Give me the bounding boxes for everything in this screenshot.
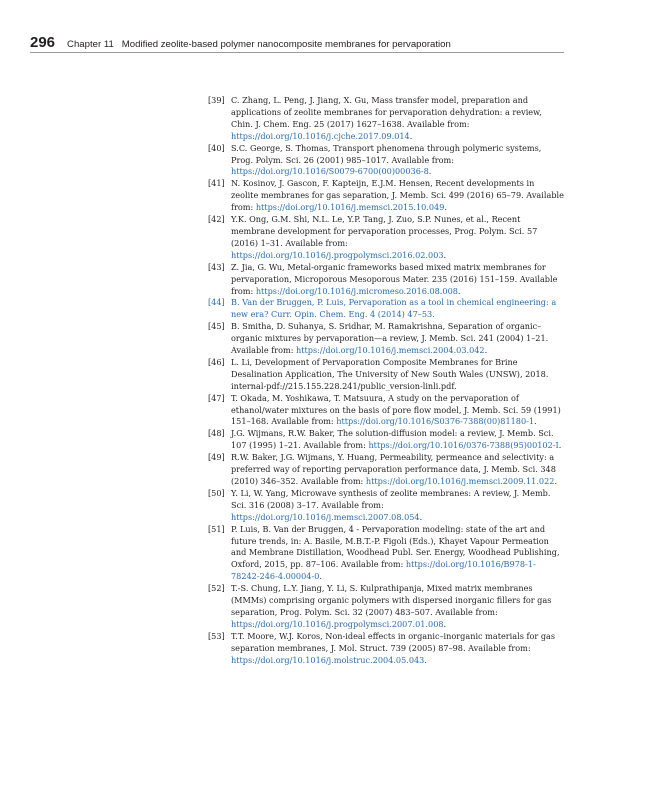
header-rule [30,52,564,53]
reference-item: [49] R.W. Baker, J.G. Wijmans, Y. Huang, Permeability, permeance and selectivity: a preferred way of reporting pervaporation performance data, J. Memb. Sci. 348 (2010) 346–352. Available from: https://doi.org/10.1016/j.memsci.2009.11.022. [208,452,558,486]
reference-text: R.W. Baker, J.G. Wijmans, Y. Huang, Permeability, permeance and selectivity: a preferred way of reporting pervaporation performance data, J. Memb. Sci. 348 (2010) 346–352. Available from: [231,452,556,486]
reference-doi-link[interactable]: https://doi.org/10.1016/0376-7388(95)00102-I [368,440,559,451]
reference-item: [41] N. Kosinov, J. Gascon, F. Kapteijn, E.J.M. Hensen, Recent developments in zeolite membranes for gas separation, J. Memb. Sci. 499 (2016) 65–79. Available from: https://doi.org/10.1016/j.memsci.2015.10.049. [208,178,564,213]
reference-number: [47] [208,392,225,403]
reference-number: [48] [208,428,225,439]
reference-number: [39] [208,95,225,105]
reference-doi-link[interactable]: https://doi.org/10.1016/j.memsci.2004.03.042 [296,345,485,356]
reference-item: [47] T. Okada, M. Yoshikawa, T. Matsuura, A study on the pervaporation of ethanol/water mixtures on the basis of pore flow model, J. Memb. Sci. 59 (1991) 151–168. Available from: https://doi.org/10.1016/S0376-7388(00)81180-1. [208,392,561,427]
reference-item[interactable] [208,297,564,321]
reference-item [208,357,564,393]
reference-text: T. Okada, M. Yoshikawa, T. Matsuura, A study on the pervaporation of ethanol/water mixtures on the basis of pore flow model, J. Memb. Sci. 59 (1991) 151–168. Available from: [231,392,561,427]
reference-list [208,95,564,667]
reference-number: [53] [208,630,225,641]
reference-number: [46] [208,356,225,367]
reference-doi-link[interactable]: https://doi.org/10.1016/j.progpolymsci.2007.01.008 [231,618,444,629]
reference-number: [43] [208,261,225,272]
reference-doi-link[interactable]: https://doi.org/10.1016/j.memsci.2009.11.022 [365,476,555,486]
running-header [30,34,564,51]
reference-text: P. Luis, B. Van der Bruggen, 4 - Pervaporation modeling: state of the art and future trends, in: A. Basile, M.B.T.-P. Figoli (Eds.), Khayet Vapour Permeation and Membrane Distillation, Woodhead Publ. Ser. Energy, Woodhead Publishing, Oxford, 2015, pp. 87–106. Available from: [231,523,560,570]
reference-text: S.C. George, S. Thomas, Transport phenomena through polymeric systems, Prog. Polym. Sci. 26 (2001) 985–1017. Available from: [231,142,542,165]
reference-doi-link[interactable]: https://doi.org/10.1016/j.memsci.2007.08.054 [231,511,420,522]
reference-text: L. Li, Development of Pervaporation Composite Membranes for Brine Desalination Application, The University of New South Wales (UNSW), 2018. internal-pdf://215.155.228.241/public_version-linli.pdf. [231,356,549,391]
reference-text: B. Smitha, D. Suhanya, S. Sridhar, M. Ramakrishna, Separation of organic–organic mixtures by pervaporation—a review, J. Memb. Sci. 241 (2004) 1–21. Available from: [231,321,549,356]
reference-item: [51] P. Luis, B. Van der Bruggen, 4 - Pervaporation modeling: state of the art and future trends, in: A. Basile, M.B.T.-P. Figoli (Eds.), Khayet Vapour Permeation and Membrane Distillation, Woodhead Publ. Ser. Energy, Woodhead Publishing, Oxford, 2015, pp. 87–106. Available from: https://doi.org/10.1016/B978-1-78242-246-4.00004-0. [208,523,560,582]
reference-number: [52] [208,583,225,594]
reference-doi-link[interactable]: https://doi.org/10.1016/j.memsci.2015.10.049 [255,202,445,213]
reference-item: [53] T.T. Moore, W.J. Koros, Non-ideal effects in organic–inorganic materials for gas separation membranes, J. Mol. Struct. 739 (2005) 87–98. Available from: https://doi.org/10.1016/j.molstruc.2004.05.043. [208,630,556,665]
reference-number: [44] [208,297,225,308]
reference-doi-link[interactable]: https://doi.org/10.1016/j.cjche.2017.09.014 [231,130,410,141]
reference-number: [45] [208,321,225,332]
reference-item: [40] S.C. George, S. Thomas, Transport phenomena through polymeric systems, Prog. Polym. Sci. 26 (2001) 985–1017. Available from: https://doi.org/10.1016/S0079-6700(00)00036-8. [208,142,542,177]
reference-item: [43] Z. Jia, G. Wu, Metal-organic frameworks based mixed matrix membranes for pervaporation, Microporous Mesoporous Mater. 235 (2016) 151–159. Available from: https://doi.org/10.1016/j.micromeso.2016.08.008. [208,261,558,296]
reference-item: [52] T.-S. Chung, L.Y. Jiang, Y. Li, S. Kulprathipanja, Mixed matrix membranes (MMMs) comprising organic polymers with dispersed inorganic fillers for gas separation, Prog. Polym. Sci. 32 (2007) 483–507. Available from: https://doi.org/10.1016/j.progpolymsci.2007.01.008. [208,583,552,629]
chapter-label: Chapter 11 [67,39,114,50]
reference-text: T.T. Moore, W.J. Koros, Non-ideal effects in organic–inorganic materials for gas separation membranes, J. Mol. Struct. 739 (2005) 87–98. Available from: [231,630,556,653]
reference-item: [45] B. Smitha, D. Suhanya, S. Sridhar, M. Ramakrishna, Separation of organic–organic mixtures by pervaporation—a review, J. Memb. Sci. 241 (2004) 1–21. Available from: https://doi.org/10.1016/j.memsci.2004.03.042. [208,321,549,356]
reference-doi-link[interactable]: https://doi.org/10.1016/j.micromeso.2016.08.008 [255,285,458,296]
reference-doi-link[interactable]: https://doi.org/10.1016/S0376-7388(00)81180-1 [336,416,535,427]
reference-doi-link[interactable]: https://doi.org/10.1016/B978-1-78242-246-4.00004-0 [231,559,536,582]
reference-text: J.G. Wijmans, R.W. Baker, The solution-diffusion model: a review, J. Memb. Sci. 107 (1995) 1–21. Available from: [231,428,554,451]
reference-text: B. Van der Bruggen, P. Luis, Pervaporation as a tool in chemical engineering: a new era? Curr. Opin. Chem. Eng. 4 (2014) 47–53. [231,297,557,320]
reference-number: [50] [208,487,225,498]
reference-text: T.-S. Chung, L.Y. Jiang, Y. Li, S. Kulprathipanja, Mixed matrix membranes (MMMs) comprising organic polymers with dispersed inorganic fillers for gas separation, Prog. Polym. Sci. 32 (2007) 483–507. Available from: [231,583,552,617]
reference-text: Y. Li, W. Yang, Microwave synthesis of zeolite membranes: A review, J. Memb. Sci. 316 (2008) 3–17. Available from: [231,487,551,510]
reference-number: [41] [208,178,225,189]
reference-text: Y.K. Ong, G.M. Shi, N.L. Le, Y.P. Tang, J. Zuo, S.P. Nunes, et al., Recent membrane development for pervaporation processes, Prog. Polym. Sci. 57 (2016) 1–31. Available from: [231,214,538,248]
reference-item: [48] J.G. Wijmans, R.W. Baker, The solution-diffusion model: a review, J. Memb. Sci. 107 (1995) 1–21. Available from: https://doi.org/10.1016/0376-7388(95)00102-I. [208,428,562,451]
chapter-title: Modified zeolite-based polymer nanocomposite membranes for pervaporation [121,39,451,50]
reference-number: [49] [208,452,225,463]
reference-item: [50] Y. Li, W. Yang, Microwave synthesis of zeolite membranes: A review, J. Memb. Sci. 316 (2008) 3–17. Available from: https://doi.org/10.1016/j.memsci.2007.08.054. [208,487,551,522]
reference-doi-link[interactable]: https://doi.org/10.1016/j.molstruc.2004.05.043 [231,654,425,665]
reference-doi-link[interactable]: https://doi.org/10.1016/j.progpolymsci.2016.02.003 [231,249,444,260]
reference-number: [42] [208,214,225,225]
reference-item: [39] C. Zhang, L. Peng, J. Jiang, X. Gu, Mass transfer model, preparation and applications of zeolite membranes for pervaporation dehydration: a review, Chin. J. Chem. Eng. 25 (2017) 1627–1638. Available from: https://doi.org/10.1016/j.cjche.2017.09.014. [208,95,542,141]
reference-text: C. Zhang, L. Peng, J. Jiang, X. Gu, Mass transfer model, preparation and applications of zeolite membranes for pervaporation dehydration: a review, Chin. J. Chem. Eng. 25 (2017) 1627–1638. Available from: [231,95,542,129]
reference-doi-link[interactable]: https://doi.org/10.1016/S0079-6700(00)00036-8 [231,166,429,177]
reference-text: N. Kosinov, J. Gascon, F. Kapteijn, E.J.M. Hensen, Recent developments in zeolite membranes for gas separation, J. Memb. Sci. 499 (2016) 65–79. Available from: [231,178,564,213]
reference-number: [40] [208,142,225,153]
reference-number: [51] [208,523,225,534]
page-number: 296 [30,34,56,51]
reference-item: [42] Y.K. Ong, G.M. Shi, N.L. Le, Y.P. Tang, J. Zuo, S.P. Nunes, et al., Recent membrane development for pervaporation processes, Prog. Polym. Sci. 57 (2016) 1–31. Available from: https://doi.org/10.1016/j.progpolymsci.2016.02.003. [208,214,538,260]
reference-text: Z. Jia, G. Wu, Metal-organic frameworks based mixed matrix membranes for pervaporation, Microporous Mesoporous Mater. 235 (2016) 151–159. Available from: [231,261,558,296]
